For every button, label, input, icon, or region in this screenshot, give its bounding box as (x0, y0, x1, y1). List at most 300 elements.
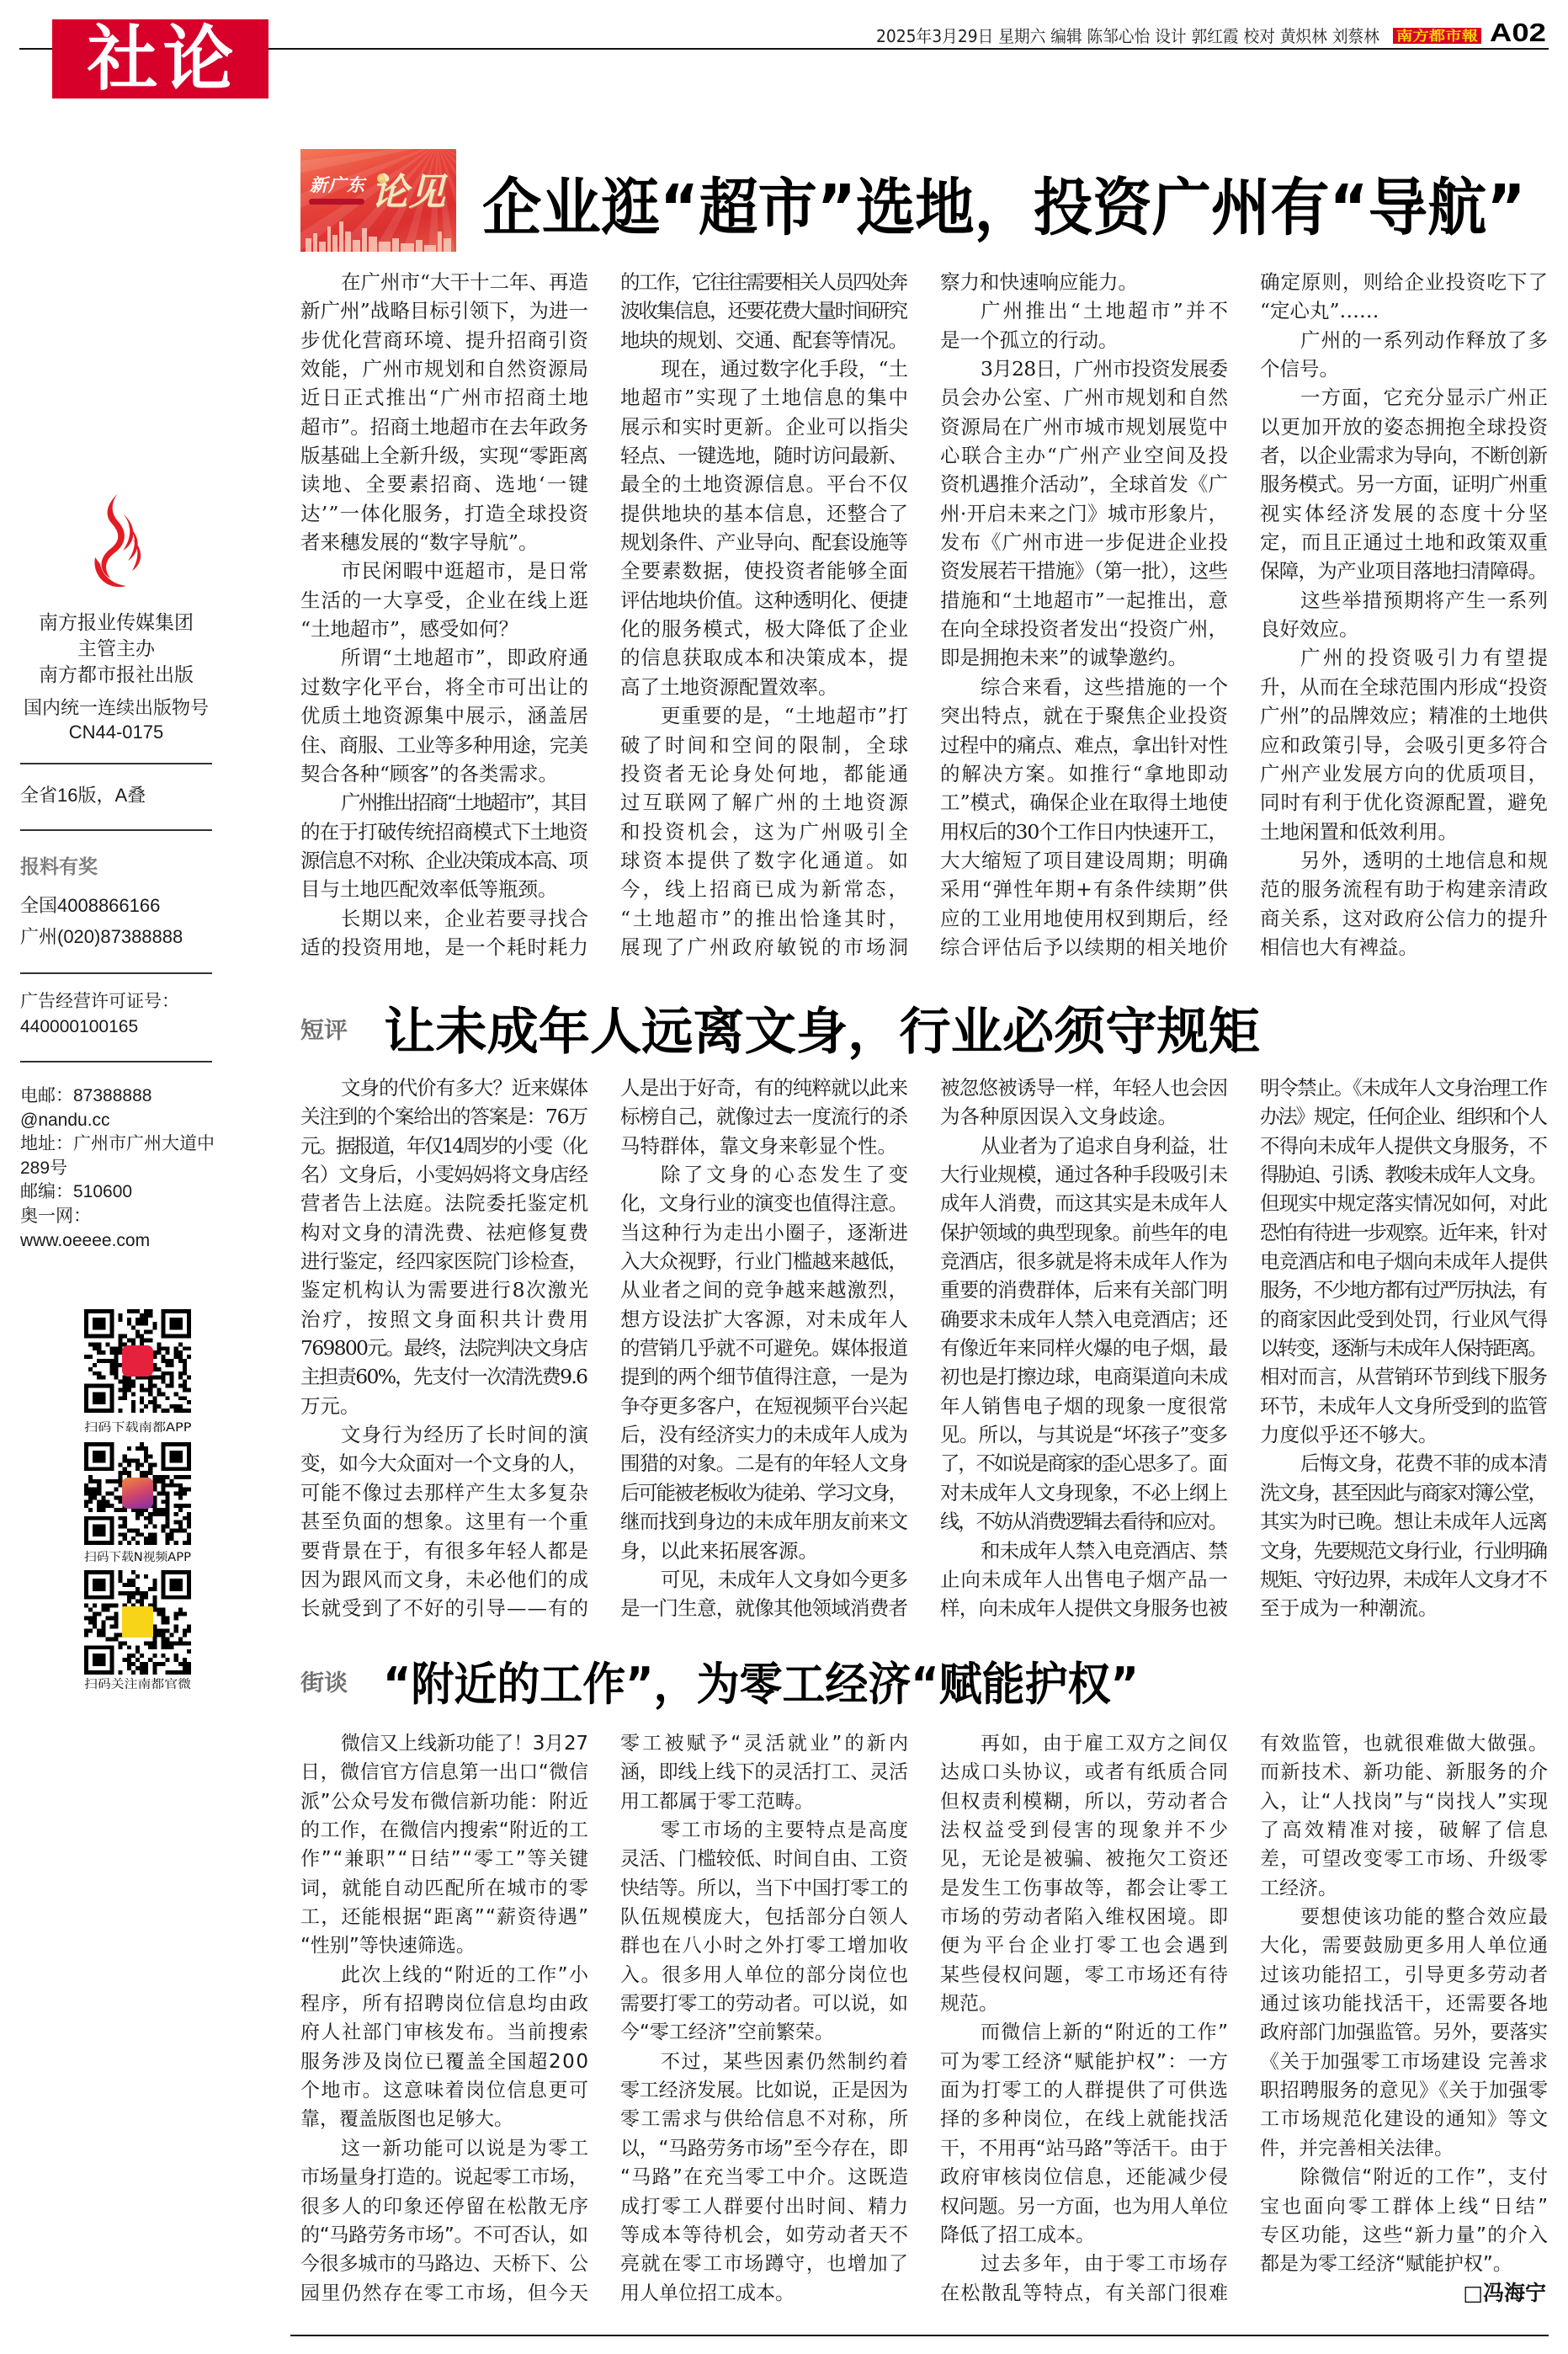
text-line (620, 1478, 908, 1507)
text-line-content: 过去多年，由于零工市场存 (981, 2253, 1230, 2276)
text-line (620, 1334, 908, 1362)
text-line-content: 大行业规模，通过各种手段吸引未 (940, 1163, 1228, 1187)
text-line (1260, 1729, 1548, 1758)
text-line (300, 1903, 588, 1931)
text-line-content: 效能，广州市规划和自然资源局 (300, 357, 589, 381)
text-line-content: 升，从而在全球范围内形成“投资 (1260, 674, 1549, 699)
contact-block (20, 1084, 215, 1253)
text-line-content: 词，就能自动匹配所在城市的零 (300, 1877, 590, 1899)
text-line-content: 零工需求与供给信息不对称，所 (620, 2108, 910, 2131)
headline (384, 1003, 1260, 1062)
qr-caption-text: 扫码下载N视频APP (84, 1551, 191, 1564)
text-line-content: 突出特点，就在于聚焦企业投资 (940, 704, 1229, 728)
footer-rule (290, 2335, 1549, 2336)
text-line (300, 643, 588, 672)
issue-info (876, 27, 1379, 45)
text-line-content: 队伍规模庞大，包括部分白领人 (620, 1906, 910, 1929)
text-line-content: 面为打零工的人群提供了可供选 (940, 2080, 1230, 2102)
text-line-content: 靠，覆盖版图也足够大。 (300, 2108, 513, 2131)
badge-title-xinguangdong: 新广东 (310, 175, 365, 195)
article-body (300, 268, 1551, 961)
column-label (300, 1672, 348, 1696)
text-line-content: 广州推出招商“土地超市”，其目 (341, 791, 587, 815)
sidebar-divider (20, 829, 212, 831)
text-line-content: 察力和快速响应能力。 (940, 270, 1138, 294)
text-line (940, 1073, 1228, 1102)
text-line-content: 可能不像过去那样产生太多复杂 (300, 1480, 589, 1505)
text-line-content: 的解决方案。如推行“拿地即动 (940, 761, 1230, 786)
text-line (620, 759, 912, 788)
ad-license-block (20, 989, 212, 1040)
text-line (940, 1989, 1228, 2018)
text-line-content: 可见，未成年人文身如今更多 (661, 1567, 908, 1591)
text-line (300, 1931, 588, 1960)
text-line (940, 499, 1228, 528)
text-line (300, 731, 588, 759)
text-line (300, 586, 588, 615)
text-line-content: 步优化营商环境、提升招商引资 (300, 328, 589, 352)
text-line (940, 731, 1228, 759)
text-line (940, 1536, 1228, 1565)
text-line-content: 个信号。 (1260, 357, 1339, 381)
text-line-content: 成打零工人群要付出时间、精力 (620, 2195, 910, 2218)
text-line-content: 重要的消费群体，后来有关部门明 (940, 1278, 1228, 1302)
text-line (940, 1507, 1228, 1536)
text-line (1260, 2134, 1548, 2163)
text-line-content: 差，可望改变零工市场、升级零 (1260, 1848, 1549, 1871)
text-line (620, 673, 908, 701)
text-line-content: 采用“弹性年期+有条件续期”供 (940, 877, 1230, 902)
text-line-content: 现在，通过数字化手段，“土 (661, 357, 908, 381)
text-line-content: 规划条件、产业导向、配套设施等 (620, 530, 908, 555)
text-line-content: 新广州”战略目标引领下，为进一 (300, 299, 589, 323)
text-line-content: 广州推出“土地超市”并不 (981, 299, 1231, 323)
text-line (1260, 413, 1548, 441)
text-line-content: 马特群体，靠文身来彰显个性。 (620, 1133, 897, 1158)
text-line (1260, 2221, 1548, 2250)
text-line (940, 2134, 1228, 2163)
text-line-content: 住、商服、工业等多种用途，完美 (300, 732, 588, 757)
n-video-app-icon (122, 1478, 153, 1509)
text-line-content: 资发展若干措施》（第一批），这些 (940, 559, 1228, 583)
text-line (300, 1247, 588, 1276)
text-line-content: 达’”一体化服务，打造全球投资 (300, 501, 590, 525)
text-line (620, 296, 908, 325)
text-line-content: 市场量身打造的。说起零工市场， (300, 2166, 588, 2189)
text-line (300, 2221, 588, 2250)
text-line-content: 围猎的对象。二是有的年轻人文身 (620, 1451, 908, 1476)
text-line-content: 以转变，逐渐与未成年人保持距离。 (1260, 1336, 1546, 1361)
text-line (1260, 1189, 1548, 1217)
tipoff-hotline: 全国4008866166 (20, 895, 161, 916)
text-line (620, 326, 908, 354)
text-line-content: 展现了广州政府敏锐的市场洞 (620, 935, 912, 959)
text-line-content: 长就受到了不好的引导——有的 (300, 1596, 589, 1621)
text-line-content: 程序，所有招聘岗位信息均由政 (300, 1993, 590, 2016)
publisher-block (20, 610, 212, 688)
text-line (1260, 643, 1551, 672)
text-line (300, 528, 588, 557)
text-line (620, 413, 908, 441)
text-line (1260, 1507, 1548, 1536)
text-line-content: 因为跟风而文身，未必他们的成 (300, 1567, 589, 1591)
text-line (1260, 1449, 1548, 1478)
text-line-content: 769800元。最终，法院判决文身店 (300, 1336, 587, 1361)
text-line-content: 读地、全要素招商、选地‘一键 (300, 472, 591, 497)
text-line-content: 电竞酒店和电子烟向未成年人提供 (1260, 1249, 1548, 1274)
text-line-content: 的“马路劳务市场”。不可否认，如 (300, 2224, 588, 2246)
text-line (940, 2105, 1228, 2133)
text-line (620, 1102, 908, 1131)
text-line (620, 643, 908, 672)
text-line (300, 788, 588, 817)
text-line (1260, 1132, 1548, 1160)
text-line (620, 1392, 908, 1420)
text-line-content: 竞酒店，很多就是将未成年人作为 (940, 1249, 1228, 1274)
text-line (940, 1132, 1228, 1160)
text-line-content: 见，无论是被骗、被拖欠工资还 (940, 1848, 1230, 1871)
text-line-content: 版基础上全新升级，实现“零距离 (300, 444, 589, 468)
text-line (620, 875, 912, 903)
text-line (1260, 2048, 1548, 2076)
text-line-content: 地块的规划、交通、配套等情况。 (620, 328, 908, 352)
text-line-content: 职招聘服务的意见》《关于加强零 (1260, 2080, 1549, 2102)
text-column (940, 1729, 1231, 2308)
text-line-content: 变，如今大众面对一个文身的人， (300, 1451, 588, 1476)
text-line-content: 了，不如说是商家的歪心思多了。面 (940, 1451, 1226, 1476)
text-line (300, 1758, 588, 1787)
text-line-content: 但现实中规定落实情况如何，对此 (1260, 1191, 1548, 1216)
text-line-content: 过程中的痛点、难点，拿出针对性 (940, 732, 1228, 757)
text-line (940, 904, 1228, 933)
text-line (940, 1247, 1228, 1276)
text-line-content: 要想使该功能的整合效应最 (1300, 1906, 1549, 1929)
text-line (300, 1961, 588, 1989)
text-line (300, 673, 588, 701)
text-line (940, 1334, 1228, 1362)
text-line (940, 2163, 1228, 2192)
text-line-content: 降低了招工成本。 (940, 2224, 1095, 2246)
text-line-content: 保护领域的典型现象。前些年的电 (940, 1220, 1228, 1244)
text-line-content: 择的多种岗位，在线上就能找活 (940, 2108, 1230, 2131)
text-line (300, 1305, 592, 1334)
text-line (1260, 1392, 1548, 1420)
contact-line: @nandu.cc (20, 1110, 110, 1130)
tipoff-hotlines (20, 890, 212, 952)
text-line (300, 701, 588, 730)
text-line-content: 地超市”实现了土地信息的集中 (620, 386, 910, 410)
text-line (300, 1874, 588, 1903)
text-column (300, 1073, 592, 1623)
text-line (1260, 1594, 1548, 1622)
text-line (300, 1132, 588, 1160)
text-line-content: 需要打零工的劳动者。可以说，如 (620, 1993, 908, 2016)
text-line-content: 恐怕有待进一步观察。近年来，针对 (1260, 1220, 1546, 1244)
text-line-content: 是一门生意，就像其他领域消费者 (620, 1596, 908, 1621)
text-line (1260, 1989, 1548, 2018)
qr-caption-text: 扫码关注南都官微 (84, 1678, 191, 1691)
text-line-content: 投资者无论身处何地，都能通 (620, 761, 912, 786)
text-line (940, 528, 1228, 557)
text-line (620, 2134, 908, 2163)
text-line-content: 环节，未成年人文身所受到的监管 (1260, 1393, 1548, 1418)
text-line (620, 818, 912, 846)
text-line-content: 广州”的品牌效应；精准的土地供 (1260, 704, 1549, 728)
text-line-content: 确定原则，则给企业投资吃下了 (1260, 270, 1549, 294)
text-line (300, 296, 588, 325)
text-line-content: 鉴定机构认为需要进行8次激光 (300, 1278, 590, 1302)
text-line (620, 1845, 908, 1873)
text-line-content: 资机遇推介活动”，全球首发《广 (940, 472, 1229, 497)
text-line (300, 1073, 588, 1102)
text-line-content: 服务，不少地方都有过严厉执法，有 (1260, 1278, 1546, 1302)
text-line-content: 此次上线的“附近的工作”小 (341, 1963, 590, 1986)
text-line (1260, 2250, 1548, 2278)
text-line-content: 年人销售电子烟的现象一度很常 (940, 1393, 1229, 1418)
text-line-content: 通过该功能找活干，还需要各地 (1260, 1993, 1549, 2016)
text-line-content: 从业者之间的竞争越来越激烈， (620, 1278, 909, 1302)
text-column (1260, 268, 1551, 961)
column-badge (300, 149, 456, 252)
text-line (620, 1874, 908, 1903)
text-line (940, 470, 1228, 498)
text-line-content: 治疗，按照文身面积共计费用 (300, 1307, 592, 1331)
text-line (300, 2250, 588, 2278)
text-line (620, 268, 908, 296)
text-line-content: 市民闲暇中逛超市，是日常 (341, 559, 590, 583)
publisher-line: 南方报业传媒集团 (39, 611, 194, 633)
badge-subtitle-pill (309, 199, 364, 205)
text-line (300, 499, 588, 528)
text-line-content: 工经济。 (1260, 1877, 1337, 1899)
text-line (300, 413, 588, 441)
text-line (300, 1787, 588, 1816)
text-line-content: 广州的投资吸引力有望提 (1300, 646, 1551, 670)
text-line (300, 1449, 588, 1478)
text-line-content: 成年人消费，而这其实是未成年人 (940, 1191, 1228, 1216)
text-line (1260, 1787, 1548, 1816)
text-line (940, 1276, 1228, 1304)
text-line (940, 759, 1228, 788)
text-line-content: 宝也面向零工群体上线“日结” (1260, 2195, 1551, 2218)
text-line-content: 用工都属于零工范畴。 (620, 1790, 814, 1813)
text-line-content: 相信也大有裨益。 (1260, 935, 1418, 959)
text-line-content: 工市场规范化建设的通知》等文 (1260, 2108, 1549, 2131)
text-line (1260, 1816, 1551, 1845)
text-line (1260, 441, 1548, 470)
text-line (1260, 2163, 1548, 2192)
text-line (300, 875, 588, 903)
text-line-content: 措施和“土地超市”一起推出，意 (940, 588, 1229, 612)
text-line-content: 至于成为一种潮流。 (1260, 1596, 1438, 1621)
edition-info: 全省16版，A叠 (20, 785, 146, 806)
text-line (1260, 1305, 1548, 1334)
text-line-content: 零工经济发展。比如说，正是因为 (620, 2080, 908, 2102)
text-line (1260, 2018, 1548, 2047)
text-line-content: 目与土地匹配效率低等瓶颈。 (300, 877, 558, 902)
text-line (300, 2048, 588, 2076)
text-line (620, 1362, 908, 1391)
text-line (300, 1478, 588, 1507)
text-line (1260, 1565, 1548, 1594)
text-line-content: 员会办公室、广州市规划和自然 (940, 386, 1229, 410)
text-line (620, 441, 908, 470)
text-line-content: 应的工业用地使用权到期后，经 (940, 906, 1229, 930)
text-line (620, 846, 912, 875)
text-line-content: 园里仍然存在零工市场，但今天 (300, 2282, 590, 2304)
text-line-content: 波收集信息，还要花费大量时间研究 (620, 299, 906, 323)
column-label-text: 短评 (300, 1018, 348, 1044)
text-line-content: 初也是打擦边球，电商渠道向未成 (940, 1365, 1228, 1389)
text-line-content: 构对文身的清洗费、祛疤修复费 (300, 1220, 589, 1244)
text-line-content: 想方设法扩大客源，对未成年人 (620, 1307, 909, 1331)
ad-license-number: 440000100165 (20, 1017, 139, 1036)
text-line (620, 1247, 908, 1276)
text-line-content: 除微信“附近的工作”，支付 (1300, 2166, 1549, 2189)
text-line (620, 904, 911, 933)
text-line (620, 1305, 908, 1334)
text-line-content: 更重要的是，“土地超市”打 (661, 704, 909, 728)
text-line (300, 354, 588, 383)
headline-text: 企业逛“超市”选地，投资广州有“导航” (482, 172, 1526, 244)
text-line (1260, 1758, 1548, 1787)
text-line (940, 2076, 1228, 2105)
text-line (940, 383, 1228, 412)
text-line-content: 标榜自己，就像过去一度流行的杀 (620, 1105, 908, 1129)
text-line-content: 从业者为了追求自身利益，壮 (981, 1133, 1228, 1158)
text-line (620, 586, 908, 615)
text-column (1260, 1729, 1551, 2308)
text-line-content: 的信息获取成本和决策成本，提 (620, 646, 909, 670)
text-line-content: 化的服务模式，极大降低了企业 (620, 617, 909, 642)
text-line (620, 1758, 908, 1787)
text-line (1260, 1160, 1548, 1189)
text-line (940, 615, 1228, 643)
text-line (300, 2105, 588, 2133)
text-line (300, 1334, 588, 1362)
text-line (940, 441, 1228, 470)
text-line (300, 759, 588, 788)
text-line (620, 1218, 908, 1247)
publisher-line: 主管主办 (77, 637, 155, 659)
text-line-content: “性别”等快速筛选。 (300, 1935, 476, 1957)
text-line-content: 者，以企业需求为导向，不断创新 (1260, 444, 1548, 468)
text-line-content: 优质土地资源集中展示，涵盖居 (300, 704, 589, 728)
text-line-content: 进行鉴定，经四家医院门诊检查， (300, 1249, 588, 1274)
text-line-content: 明令禁止。《未成年人文身治理工作 (1260, 1076, 1547, 1100)
text-line (940, 818, 1228, 846)
text-line-content: 所谓“土地超市”，即政府通 (341, 646, 589, 670)
text-line (1260, 1536, 1548, 1565)
text-line (1260, 1362, 1548, 1391)
text-line-content: 营者告上法庭。法院委托鉴定机 (300, 1191, 589, 1216)
text-line (620, 1507, 908, 1536)
text-line-content: 权问题。另一方面，也为用人单位 (940, 2195, 1228, 2218)
text-line-content: 关注到的个案给出的答案是：76万 (300, 1105, 587, 1129)
text-line-content: 一方面，它充分显示广州正 (1300, 386, 1549, 410)
text-line-content: 其实为时已晚。想让未成年人远离 (1260, 1510, 1548, 1534)
author-byline: □冯海宁 (1463, 2281, 1546, 2305)
text-line-content: 甚至负面的想象。这里有一个重 (300, 1510, 589, 1534)
column-label-text: 街谈 (300, 1670, 348, 1696)
text-column (620, 1073, 912, 1623)
text-line (940, 1218, 1228, 1247)
text-line-content: 力度似乎还不够大。 (1260, 1423, 1438, 1447)
section-title: 社论 (87, 18, 239, 100)
text-line-content: 便为平台企业打零工也会遇到 (940, 1935, 1231, 1957)
text-line (940, 933, 1228, 961)
text-line (1260, 1874, 1548, 1903)
qr-code-nandu-app (84, 1309, 191, 1413)
text-line-content: 入大众视野，行业门槛越来越低， (620, 1249, 908, 1274)
text-line (940, 2048, 1228, 2076)
city-skyline-icon (300, 216, 456, 252)
text-line-content: 工，还能根据“距离”“薪资待遇” (300, 1906, 590, 1929)
masthead-logo-text: 南方都市報 (1396, 28, 1479, 44)
text-line-content: 等成本等待机会，如劳动者天不 (620, 2224, 910, 2246)
text-line (940, 413, 1228, 441)
text-line (620, 2279, 908, 2308)
text-line-content: 规矩、守好边界，未成年人文身才不 (1260, 1567, 1546, 1591)
text-line (1260, 1334, 1548, 1362)
qr-caption (84, 1677, 191, 1692)
text-line (940, 2192, 1228, 2221)
column-label (300, 1020, 348, 1043)
text-line (1260, 326, 1548, 354)
text-line-content: 微信又上线新功能了！3月27 (341, 1733, 588, 1755)
text-line (300, 2163, 588, 2192)
text-line (620, 1073, 908, 1102)
text-line (620, 1276, 908, 1304)
text-line-content: 零工被赋予“灵活就业”的新内 (620, 1733, 912, 1755)
text-line (940, 1816, 1231, 1845)
text-line-content: 专区功能，这些“新力量”的介入 (1260, 2224, 1549, 2246)
text-line (1260, 1102, 1548, 1131)
text-line (620, 933, 912, 961)
text-line (620, 528, 908, 557)
text-line (620, 1787, 908, 1816)
text-line (620, 1931, 908, 1960)
text-line (620, 383, 908, 412)
tipoff-label: 报料有奖 (20, 855, 98, 877)
text-line (940, 1362, 1228, 1391)
text-line (1260, 586, 1548, 615)
nanfang-media-flame-logo-icon (88, 492, 143, 593)
text-line-content: 规范。 (940, 1993, 998, 2016)
text-line (940, 2018, 1228, 2047)
text-column (620, 1729, 912, 2308)
text-line (300, 846, 588, 875)
text-line (300, 1160, 588, 1189)
page-number (1490, 19, 1546, 47)
publisher-line: 南方都市报社出版 (39, 663, 194, 685)
text-line-content: 的在于打破传统招商模式下土地资 (300, 819, 588, 844)
text-line-content: 今，线上招商已成为新常态， (620, 877, 912, 902)
text-line-content: 后可能被老板收为徒弟、学习文身， (620, 1480, 906, 1505)
text-line-content: 亮就在零工市场蹲守，也增加了 (620, 2253, 910, 2276)
text-line (1260, 499, 1551, 528)
text-line-content: 州·开启未来之门》城市形象片， (940, 501, 1229, 525)
text-line (620, 1989, 908, 2018)
text-line-content: 生活的一大享受，企业在线上逛 (300, 588, 589, 612)
text-line-content: 万元。 (300, 1393, 360, 1418)
text-line-content: 被忽悠被诱导一样，年轻人也会因 (940, 1076, 1228, 1100)
text-line (620, 1961, 908, 1989)
text-line-content: 和投资机会，这为广州吸引全 (620, 819, 912, 844)
text-line (940, 354, 1228, 383)
text-line-content: 应和政策引导，会吸引更多符合 (1260, 732, 1549, 757)
text-line (300, 1536, 588, 1565)
